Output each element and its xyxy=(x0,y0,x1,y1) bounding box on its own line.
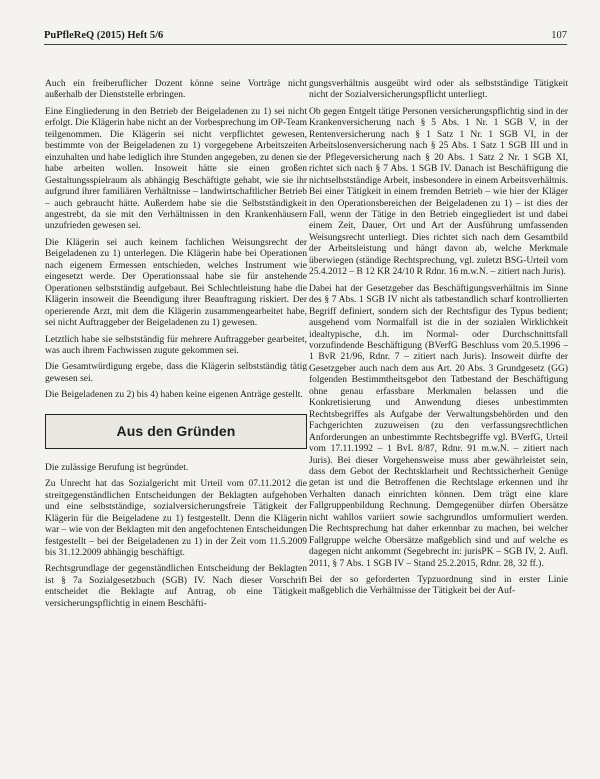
paragraph: Rechtsgrundlage der gegenständlichen Entscheidung der Beklagten ist § 7a Sozialgesetzbuch (SGB) IV. Nach dieser Vorschrift entscheidet die Beklagte auf Antrag, ob eine Tätigkeit versicherungspflichtig in einem Beschäfti- xyxy=(45,564,307,609)
paragraph: Bei der so geforderten Typzuordnung sind in erster Linie maßgeblich die Verhältnisse der Tätigkeit bei der Auf- xyxy=(309,575,568,597)
section-heading: Aus den Gründen xyxy=(116,422,236,439)
paragraph: gungsverhältnis ausgeübt wird oder als selbstständige Tätigkeit nicht der Sozialversicherungspflicht unterliegt. xyxy=(309,79,568,101)
page-number: 107 xyxy=(551,30,567,41)
paragraph: Ob gegen Entgelt tätige Personen versicherungspflichtig sind in der Krankenversicherung nach § 5 Abs. 1 Nr. 1 SGB V, in der Rentenversicherung nach § 1 Satz 1 Nr. 1 SGB VI, in der Arbeitslosenversicherung nach § 25 Abs. 1 Satz 1 SGB III und in der Pflegeversicherung nach § 20 Abs. 1 Satz 2 Nr. 1 SGB XI, richtet sich nach § 7 Abs. 1 SGB IV. Danach ist Beschäftigung die nichtselbstständige Arbeit, insbesondere in einem Arbeitsverhältnis. Bei einer Tätigkeit in einem fremden Betrieb – wie hier der Kläger in den Operationsbereichen der Beigeladenen zu 1) – ist dies der Fall, wenn der Tätige in den Betrieb eingegliedert ist und dabei einem Zeit, Dauer, Ort und Art der Ausführung umfassenden Weisungsrecht unterliegt. Dies richtet sich nach dem Gesamtbild der Arbeitsleistung und hängt davon ab, welche Merkmale überwiegen (ständige Rechtsprechung, vgl. zuletzt BSG-Urteil vom 25.4.2012 – B 12 KR 24/10 R Rdnr. 16 m.w.N. – zitiert nach Juris). xyxy=(309,106,568,278)
paragraph: Die Gesamtwürdigung ergebe, dass die Klägerin selbstständig tätig gewesen sei. xyxy=(45,362,307,384)
section-heading-box xyxy=(45,414,307,449)
paragraph: Eine Eingliederung in den Betrieb der Beigeladenen zu 1) sei nicht erfolgt. Die Klägerin habe nicht an der Vorbesprechung im OP-Team teilgenommen. Die Klägerin sei nicht verpflichtet gewesen, bestimmte von der Beigeladenen zu 1) vorgegebene Arbeitszeiten einzuhalten und habe lediglich ihre Stunden angegeben, zu denen sie habe arbeiten wollen. Insoweit hätte sie einen großen Gestaltungsspielraum als abhängig Beschäftigte gehabt, wie sie ihr aufgrund ihrer familiären Verhältnisse – landwirtschaftlicher Betrieb – auch gebraucht hätte. Außerdem habe sie die Selbstständigkeit angestrebt, da sie mit den Verhältnissen in den Krankenhäusern unzufrieden gewesen sei. xyxy=(45,106,307,232)
paragraph: Die Beigeladenen zu 2) bis 4) haben keine eigenen Anträge gestellt. xyxy=(45,390,303,401)
header-rule xyxy=(44,44,567,45)
paragraph: Die zulässige Berufung ist begründet. xyxy=(45,462,189,473)
left-column xyxy=(45,79,307,615)
paragraph: Dabei hat der Gesetzgeber das Beschäftigungsverhältnis im Sinne des § 7 Abs. 1 SGB IV nicht als tatbestandlich scharf kontrollierten Begriff definiert, sondern sich der Rechtsfigur des Typus bedient; ausgehend vom Normalfall ist die in der sozialen Wirklichkeit idealtypische, d.h. im Normal- oder Durchschnittsfall vorzufindende Beschäftigung (BVerfG Beschluss vom 20.5.1996 – 1 BvR 21/96, Rdnr. 7 – zitiert nach Juris). Insoweit dürfte der Gesetzgeber auch nach dem aus Art. 20 Abs. 3 Grundgesetz (GG) folgenden Bestimmtheitsgebot den Tatbestand der Beschäftigung ohne genau erfassbare Merkmalen belassen und die Konkretisierung und Anwendung dieses unbestimmten Rechtsbegriffes als Aufgabe der Verwaltungsbehörden und den Fachgerichten zuzuweisen (zu den verfassungsrechtlichen Anforderungen an unbestimmte Rechtsbegriffe vgl. BVerfG, Urteil vom 17.11.1992 – 1 BvL 8/87, Rdnr. 91 m.w.N. – zitiert nach Juris). Bei dieser Vorgehensweise muss aber gewährleistet sein, dass dem Gebot der Rechtsklarheit und Rechtssicherheit Genüge getan ist und die Betroffenen die Rechtslage erkennen und ihr Verhalten danach einrichten können. Dem trägt eine klare Fallgruppenbildung Rechnung. Demgegenüber dürfen Obersätze nicht wahllos variiert sowie sachgrundlos umformuliert werden. Die Rechtsprechung hat daher erkennbar zu machen, bei welcher Fallgruppe welche Obersätze maßgeblich sind und auf welche es dagegen nicht ankommt (Segebrecht in: jurisPK – SGB IV, 2. Aufl. 2011, § 7 Abs. 1 SGB IV – Stand 25.2.2015, Rdnr. 28, 32 ff.). xyxy=(309,283,568,569)
right-column xyxy=(309,79,568,603)
paragraph: Die Klägerin sei auch keinem fachlichen Weisungsrecht der Beigeladenen zu 1) unterlegen. Die Klägerin habe bei Operationen nach eigenem Ermessen entschieden, welches Instrument wie eingesetzt werde. Der Operationssaal habe sie für anstehende Operationen selbstständig aufgebaut. Bei Schlechtleistung habe die Klägerin insoweit die Beendigung ihrer Beauftragung riskiert. Der operierende Arzt, mit dem die Klägerin zusammengearbeitet habe, sei nicht Auftraggeber der Beigeladenen zu 1) gewesen. xyxy=(45,237,307,329)
paragraph: Auch ein freiberuflicher Dozent könne seine Vorträge nicht außerhalb der Dienststelle erbringen. xyxy=(45,79,307,101)
paragraph: Zu Unrecht hat das Sozialgericht mit Urteil vom 07.11.2012 die streitgegenständlichen Entscheidungen der Beklagten aufgehoben und eine selbstständige, sozialversicherungsfreie Tätigkeit der Klägerin für die Beigeladene zu 1) festgestellt. Denn die Klägerin war – wie von der Beklagten mit den angefochtenen Entscheidungen festgestellt – bei der Beigeladenen zu 1) in der Zeit vom 11.5.2009 bis 31.12.2009 abhängig beschäftigt. xyxy=(45,479,307,558)
journal-citation: PuPfleReQ (2015) Heft 5/6 xyxy=(44,30,164,41)
paragraph: Letztlich habe sie selbstständig für mehrere Auftraggeber gearbeitet, was auch ihrem Fachwissen zugute gekommen sei. xyxy=(45,334,307,356)
